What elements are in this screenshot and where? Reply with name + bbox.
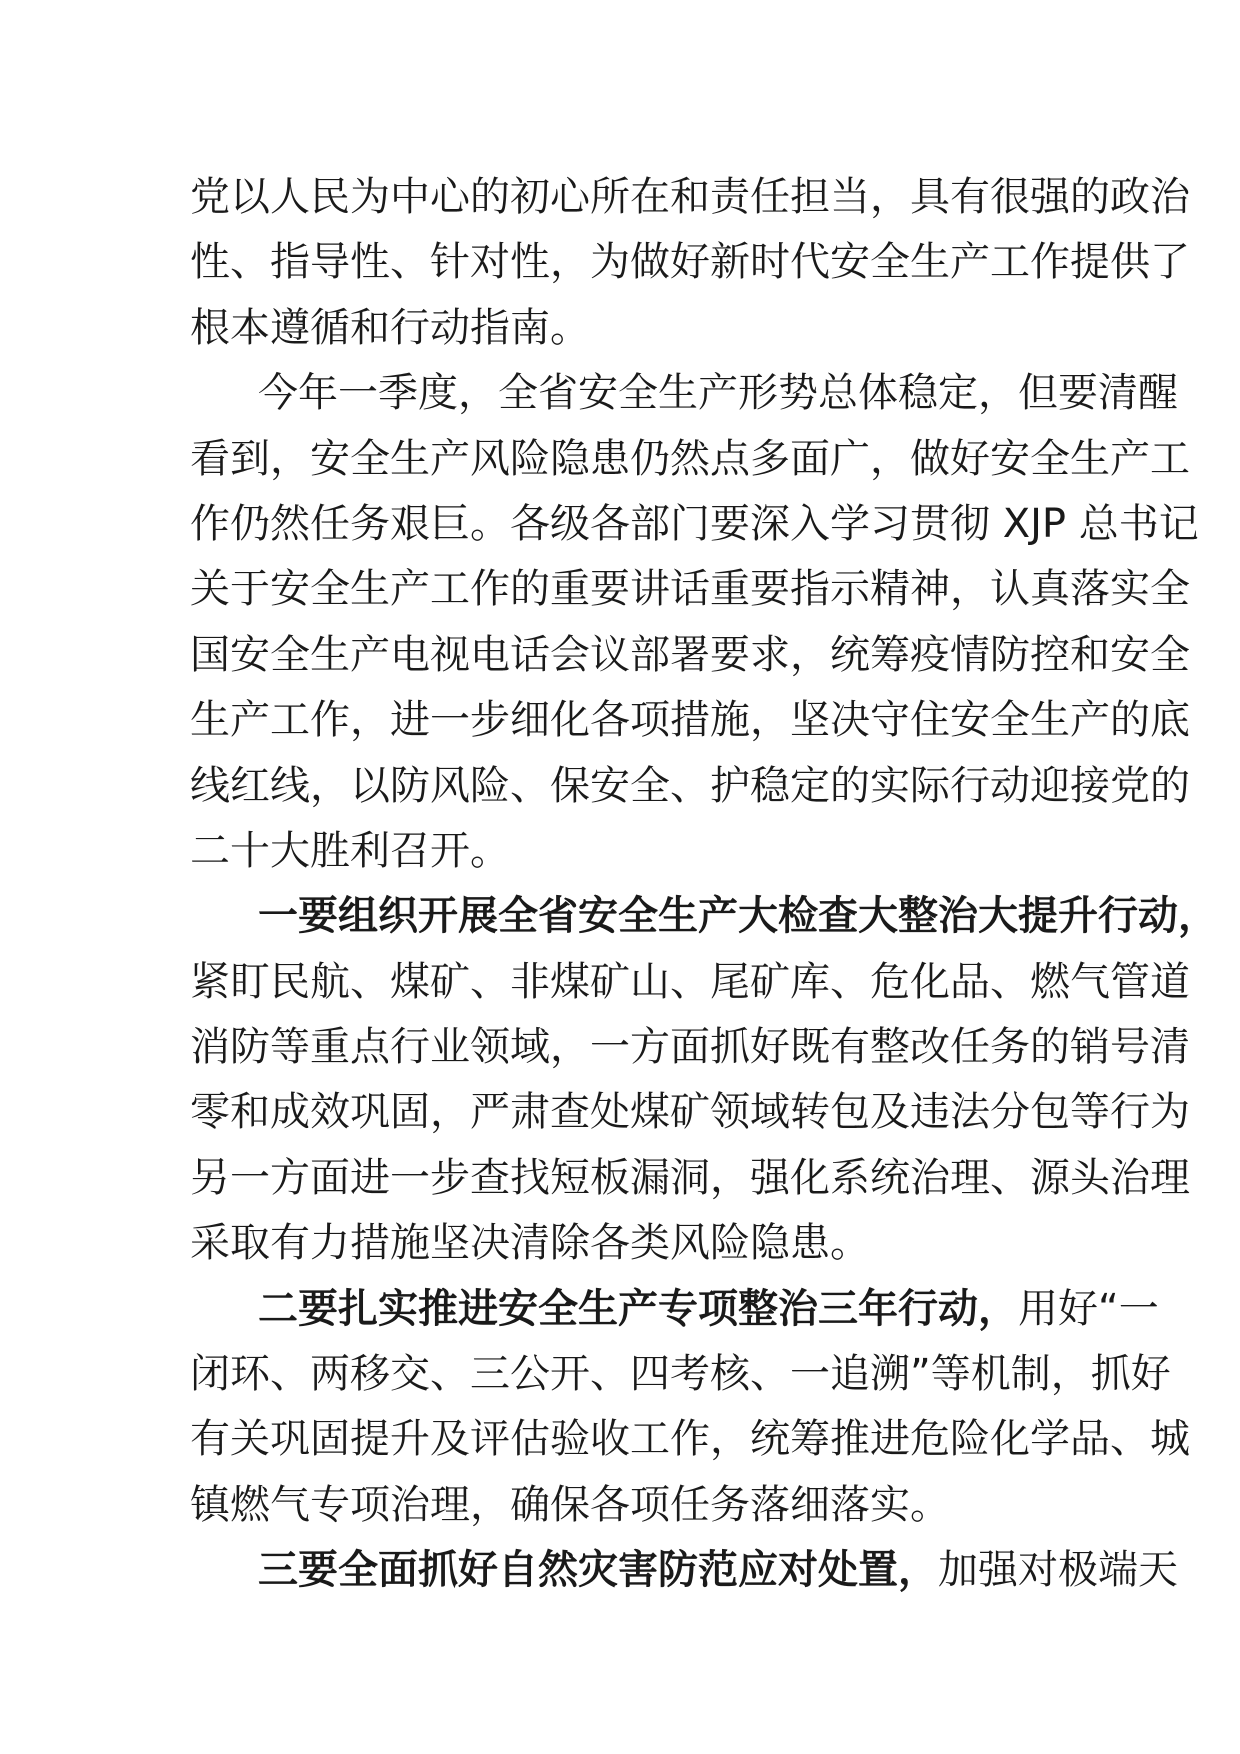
text-line: 生产工作，进一步细化各项措施，坚决守住安全生产的底	[190, 697, 1190, 744]
text-line: 采取有力措施坚决清除各类风险隐患。	[190, 1220, 870, 1267]
text-line: 消防等重点行业领域，一方面抓好既有整改任务的销号清	[190, 1024, 1190, 1071]
text-line: 党以人民为中心的初心所在和责任担当，具有很强的政治	[190, 174, 1190, 220]
text-line: 作仍然任务艰巨。各级各部门要深入学习贯彻 XJP 总书记	[190, 500, 1199, 547]
text-line: 另一方面进一步查找短板漏洞，强化系统治理、源头治理	[190, 1154, 1190, 1201]
text-line: 今年一季度，全省安全生产形势总体稳定，但要清醒	[258, 370, 1178, 417]
text-run: 用好“一	[1018, 1285, 1159, 1332]
text-line: 二十大胜利召开。	[190, 827, 510, 874]
text-line: 线红线，以防风险、保安全、护稳定的实际行动迎接党的	[190, 762, 1190, 809]
text-line: 根本遵循和行动指南。	[190, 304, 590, 351]
text-line: 看到，安全生产风险隐患仍然点多面广，做好安全生产工	[190, 435, 1190, 482]
paragraph-line-mixed	[190, 1538, 1178, 1603]
heading-line-3: 三要全面抓好自然灾害防范应对处置，	[258, 1547, 938, 1594]
text-line: 有关巩固提升及评估验收工作，统筹推进危险化学品、城	[190, 1416, 1190, 1463]
text-line: 关于安全生产工作的重要讲话重要指示精神，认真落实全	[190, 566, 1190, 613]
text-line: 紧盯民航、煤矿、非煤矿山、尾矿库、危化品、燃气管道	[190, 958, 1190, 1005]
paragraph-line-mixed	[190, 1277, 1159, 1342]
text-run: 加强对极端天	[938, 1547, 1178, 1594]
text-line: 镇燃气专项治理，确保各项任务落细落实。	[190, 1481, 950, 1528]
heading-line-1: 一要组织开展全省安全生产大检查大整治大提升行动，	[258, 893, 1218, 940]
text-line: 零和成效巩固，严肃查处煤矿领域转包及违法分包等行为	[190, 1089, 1190, 1136]
document-body	[190, 165, 1218, 1604]
text-line: 国安全生产电视电话会议部署要求，统筹疫情防控和安全	[190, 631, 1190, 678]
heading-line-2: 二要扎实推进安全生产专项整治三年行动，	[258, 1285, 1018, 1332]
text-line: 性、指导性、针对性，为做好新时代安全生产工作提供了	[190, 239, 1190, 286]
text-line: 闭环、两移交、三公开、四考核、一追溯”等机制，抓好	[190, 1351, 1171, 1398]
